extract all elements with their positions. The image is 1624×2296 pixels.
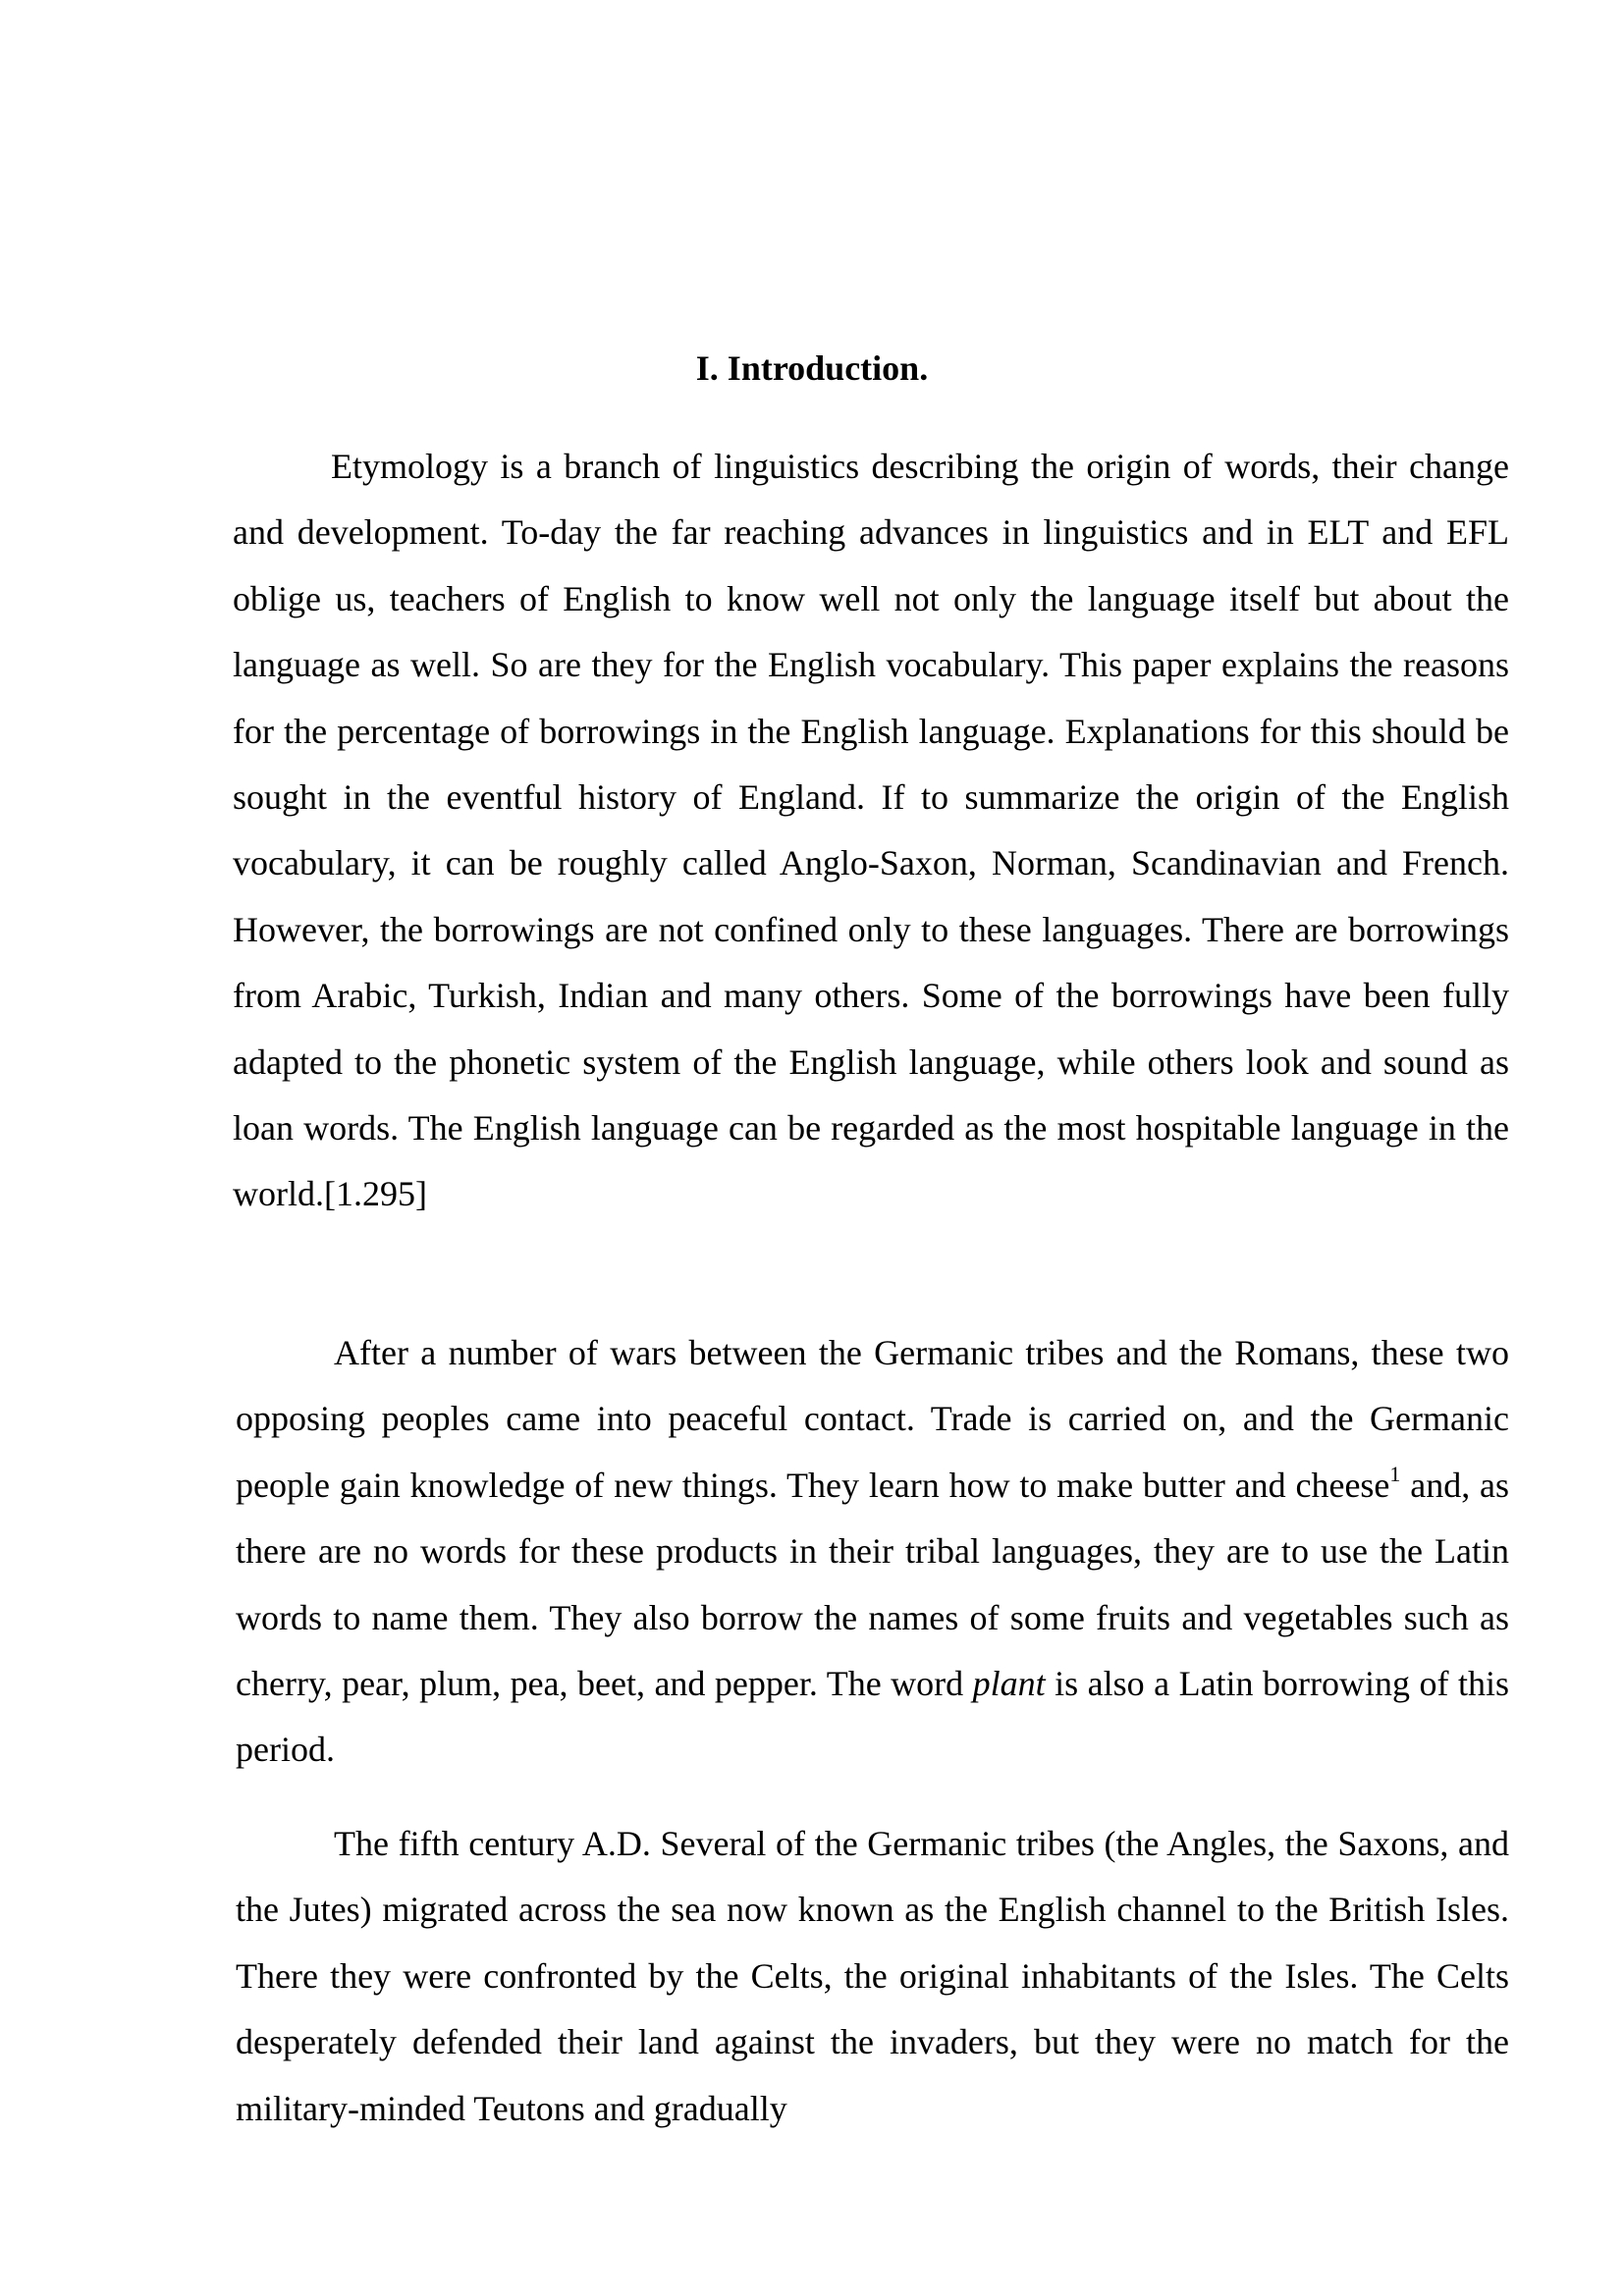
paragraph-text-part: and, as there are no words for these products in their tribal languages, they are to use the Latin words to name them. They also borrow the names of some fruits and vegetables such as cherry, pear, plum, pea, beet, and pepper. The word — [236, 1465, 1509, 1704]
paragraph-etymology: Etymology is a branch of linguistics describing the origin of words, their change and development. To-day the far reaching advances in linguistics and in ELT and EFL oblige us, teachers of English to know well not only the language itself but about the language as well. So are they for the English vocabulary. This paper explains the reasons for the percentage of borrowings in the English language. Explanations for this should be sought in the eventful history of England. If to summarize the origin of the English vocabulary, it can be roughly called Anglo-Saxon, Norman, Scandinavian and French. However, the borrowings are not confined only to these languages. There are borrowings from Arabic, Turkish, Indian and many others. Some of the borrowings have been fully adapted to the phonetic system of the English language, while others look and sound as loan words. The English language can be regarded as the most hospitable language in the world.[1.295] — [233, 447, 1509, 1214]
paragraph-text-part: After a number of wars between the Germanic tribes and the Romans, these two opposing peoples came into peaceful contact. Trade is carried on, and the Germanic people gain knowledge of new things. They learn how to make butter and cheese — [236, 1333, 1509, 1505]
paragraph-fifth-century: The fifth century A.D. Several of the Germanic tribes (the Angles, the Saxons, and the Jutes) migrated across the sea now known as the English channel to the British Isles. There they were confronted by the Celts, the original inhabitants of the Isles. The Celts desperately defended their land against the invaders, but they were no match for the military-minded Teutons and gradually — [236, 1824, 1509, 2128]
italic-term: plant — [972, 1664, 1046, 1704]
paragraph-germanic-tribes — [236, 1320, 1509, 1784]
section-heading: I. Introduction. — [695, 348, 929, 388]
paragraph-text-part: is also a Latin borrowing of this period. — [236, 1664, 1509, 1770]
footnote-reference: 1 — [1389, 1461, 1401, 1486]
